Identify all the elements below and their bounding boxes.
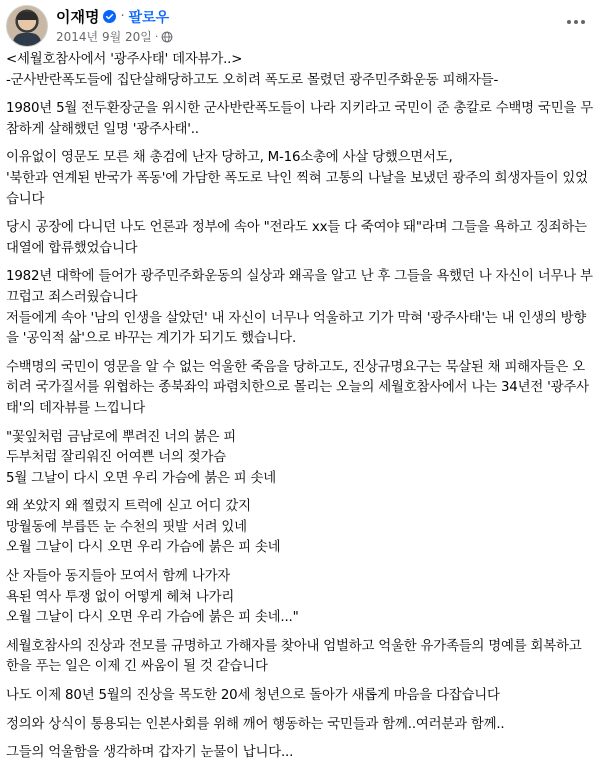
author-name[interactable]: 이재명 — [56, 8, 100, 26]
more-options-icon[interactable] — [564, 10, 588, 34]
paragraph: 그들의 억울함을 생각하며 갑자기 눈물이 납니다... — [6, 745, 294, 761]
paragraph: 수백명의 국민이 영문을 알 수 없는 억울한 죽음을 당하고도, 진상규명요구는 묵살된 채 피해자들은 오히려 국가질서를 위협하는 종북좌익 파렴치한으로 몰리는 오늘의 세월호참사에서 나는 34년전 '광주사태'의 데자뷰를 느낍니다 — [6, 359, 589, 416]
date-row — [56, 28, 173, 46]
paragraph: 나도 이제 80년 5월의 진상을 목도한 20세 청년으로 돌아가 새롭게 마음을 다잡습니다 — [6, 688, 500, 704]
poem-stanza: 왜 쏘았지 왜 찔렀지 트럭에 싣고 어디 갔지 망월동에 부릅뜬 눈 수천의 핏발 서려 있네 오월 그날이 다시 오면 우리 가슴에 붉은 피 솟네 — [6, 499, 281, 556]
separator-dot: · — [154, 30, 159, 43]
paragraph: 정의와 상식이 통용되는 인본사회를 위해 깨어 행동하는 국민들과 함께..여러분과 함께.. — [6, 716, 505, 732]
follow-button[interactable]: 팔로우 — [128, 9, 170, 26]
paragraph: 당시 공장에 다니던 나도 언론과 정부에 속아 "전라도 xx들 다 죽여야 돼"라며 그들을 욕하고 징죄하는 대열에 합류했었습니다 — [6, 220, 591, 256]
post-date[interactable]: 2014년 9월 20일 — [56, 30, 152, 44]
paragraph: 1982년 대학에 들어가 광주민주화운동의 실상과 왜곡을 알고 난 후 그들을 욕했던 나 자신이 너무나 부끄럽고 죄스러웠습니다 — [6, 269, 593, 305]
name-row — [56, 7, 173, 27]
globe-icon — [161, 31, 173, 43]
poem-stanza: 산 자들아 동지들아 모여서 함께 나가자 욕된 역사 투쟁 없이 어떻게 헤쳐 나가리 오월 그날이 다시 오면 우리 가슴에 붉은 피 솟네..." — [6, 569, 299, 626]
verified-badge-icon — [103, 10, 116, 23]
post-body — [6, 50, 596, 772]
paragraph: 저들에게 속아 '남의 인생을 살았던' 내 자신이 너무나 억울하고 기가 막혀 '광주사태'는 내 인생의 방향을 '공익적 삶'으로 바꾸는 계기가 되기도 했습니다. — [6, 310, 587, 347]
paragraph: 1980년 5월 전두환장군을 위시한 군사반란폭도들이 나라 지키라고 국민이 준 총칼로 수백명 국민을 무참하게 살해했던 일명 '광주사태'.. — [6, 101, 593, 137]
post-header — [6, 4, 173, 48]
post-title: <세월호참사에서 '광주사태' 데자뷰가..> — [6, 52, 243, 67]
separator-dot: · — [120, 9, 125, 24]
avatar[interactable] — [6, 5, 48, 47]
paragraph: 이유없이 영문도 모른 채 총검에 난자 당하고, M-16소총에 사살 당했으면서도, '북한과 연계된 반국가 폭동'에 가담한 폭도로 낙인 찍혀 고통의 나날을 보냈던 광주의 희생자들이 있었습니다 — [6, 150, 588, 207]
post-subtitle: -군사반란폭도들에 집단살해당하고도 오히려 폭도로 몰렸던 광주민주화운동 피해자들- — [6, 72, 499, 88]
poem-stanza: "꽃잎처럼 금남로에 뿌려진 너의 붉은 피 두부처럼 잘리워진 어여쁜 너의 젖가슴 5월 그날이 다시 오면 우리 가슴에 붉은 피 솟네 — [6, 429, 277, 486]
paragraph: 세월호참사의 진상과 전모를 규명하고 가해자를 찾아내 엄벌하고 억울한 유가족들의 명예를 회복하고 한을 푸는 일은 이제 긴 싸움이 될 것 같습니다 — [6, 638, 586, 675]
post-meta — [56, 7, 173, 46]
